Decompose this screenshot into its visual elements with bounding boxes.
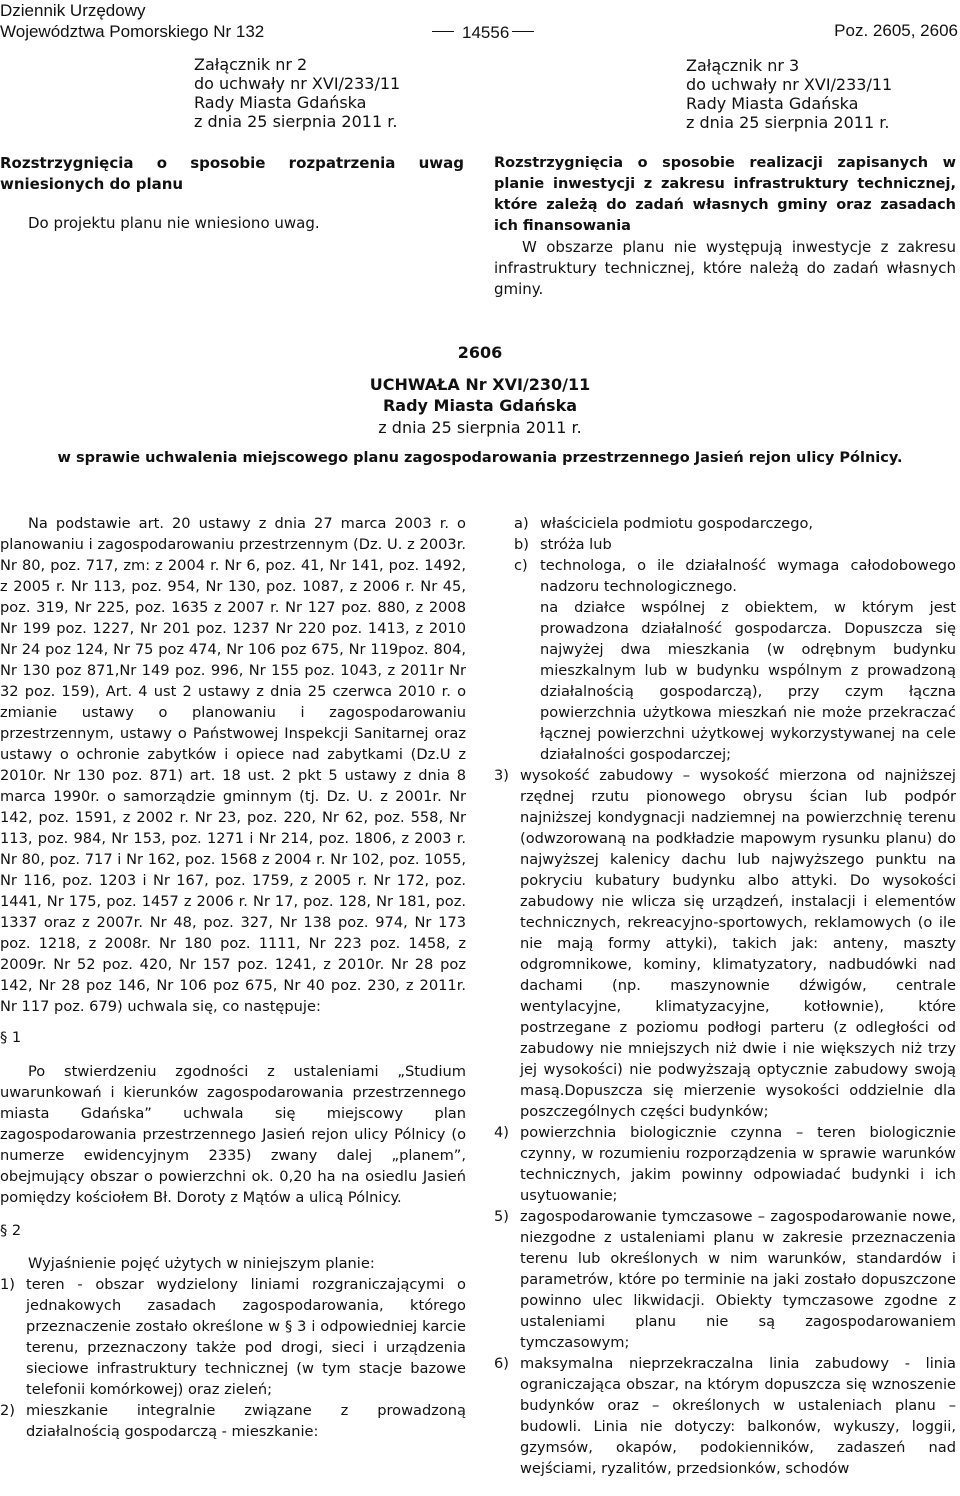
section2-intro: Wyjaśnienie pojęć użytych w niniejszym planie: bbox=[28, 1255, 375, 1272]
list-item bbox=[0, 1400, 466, 1442]
list-item bbox=[494, 1353, 956, 1479]
annex3-line: do uchwały nr XVI/233/11 bbox=[686, 75, 893, 94]
resolution-title: UCHWAŁA Nr XVI/230/11 bbox=[369, 375, 591, 394]
item-text: maksymalna nieprzekraczalna linia zabudowy - linia ograniczająca obszar, na którym dopuszcza się wznoszenie budynków oraz – określonych w ustaleniach planu – budowli. Linia nie dotyczy: balkonów, wykuszy, loggii, gzymsów, okapów, podokienników, zadaszeń nad wejściami, ryzalitów, przedsionków, schodów bbox=[520, 1355, 956, 1477]
page-number: 14556 bbox=[462, 23, 510, 42]
item-text: powierzchnia biologicznie czynna – teren biologicznie czynny, w rozumieniu rozporządzenia w sprawie warunków technicznych, jakim powinny odpowiadać budynki i ich usytuowanie; bbox=[520, 1124, 956, 1204]
journal-title bbox=[0, 0, 264, 42]
section1-text: Po stwierdzeniu zgodności z ustaleniami „Studium uwarunkowań i kierunków zagospodarowania przestrzennego miasta Gdańska” uchwala się miejscowy plan zagospodarowania przestrzennego Jasień rejon ulicy Pólnicy (o numerze ewidencyjnym 2335) zwany dalej „planem”, obejmujący obszar o powierzchni ok. 0,20 ha na osiedlu Jasień pomiędzy kościołem Bł. Doroty z Mątów a ulicą Pólnicy. bbox=[0, 1063, 466, 1206]
page-number-rule-right bbox=[512, 31, 534, 32]
annex3-line: Rady Miasta Gdańska bbox=[686, 94, 859, 113]
sub-item-text: właściciela podmiotu gospodarczego, bbox=[540, 515, 814, 532]
sub-item-letter: a) bbox=[514, 515, 529, 532]
annex3-line: Załącznik nr 3 bbox=[686, 56, 800, 75]
item-number: 5) bbox=[494, 1208, 509, 1225]
page-number-rule-left bbox=[432, 31, 454, 32]
annex3-title: Rozstrzygnięcia o sposobie realizacji zapisanych w planie inwestycji z zakresu infrastruktury technicznej, które zależą do zadań własnych gminy oraz zasadach ich finansowania bbox=[494, 155, 956, 234]
section2-heading: § 2 bbox=[0, 1222, 22, 1239]
item-number: 6) bbox=[494, 1355, 509, 1372]
position-ref: Poz. 2605, 2606 bbox=[834, 21, 958, 40]
annex2-line: do uchwały nr XVI/233/11 bbox=[194, 74, 401, 93]
sub-item bbox=[514, 513, 956, 534]
annex2-attribution bbox=[194, 55, 464, 131]
annex3-attribution bbox=[686, 56, 956, 132]
resolution-number: 2606 bbox=[457, 343, 503, 362]
annex2-line: z dnia 25 sierpnia 2011 r. bbox=[194, 112, 398, 131]
journal-name: Dziennik Urzędowy bbox=[0, 1, 146, 20]
item-number: 1) bbox=[0, 1276, 15, 1293]
resolution-subject: w sprawie uchwalenia miejscowego planu zagospodarowania przestrzennego Jasień rejon ulicy Pólnicy. bbox=[57, 450, 903, 466]
item-number: 2) bbox=[0, 1402, 15, 1419]
sub-item-letter: c) bbox=[514, 557, 528, 574]
left-column bbox=[0, 513, 466, 1442]
annex2-line: Rady Miasta Gdańska bbox=[194, 93, 367, 112]
item-number: 3) bbox=[494, 767, 509, 784]
sub-item bbox=[514, 555, 956, 597]
right-column bbox=[494, 513, 956, 1479]
preamble: Na podstawie art. 20 ustawy z dnia 27 marca 2003 r. o planowaniu i zagospodarowaniu przestrzennym (Dz. U. z 2003r. Nr 80, poz. 717, zm: z 2004 r. Nr 6, poz. 41, Nr 141, poz. 1492, z 2005 r. Nr 113, poz. 954, Nr 130, poz. 1087, z 2006 r. Nr 45, poz. 319, Nr 225, poz. 1635 z 2007 r. Nr 127 poz. 880, z 2008 Nr 199 poz. 1227, Nr 201 poz. 1237 Nr 220 poz. 1413, z 2010 Nr 24 poz 124, Nr 75 poz 474, Nr 106 poz 675, Nr 119poz. 804, Nr 130 poz 871,Nr 149 poz. 996, Nr 155 poz. 1043, z 2011r Nr 32 poz. 159), Art. 4 ust 2 ustawy z dnia 25 czerwca 2010 r. o zmianie ustawy o planowaniu i zagospodarowaniu przestrzennym, ustawy o Państwowej Inspekcji Sanitarnej oraz ustawy o ochronie zabytków i opiece nad zabytkami (Dz.U z 2010r. Nr 130 poz. 871) art. 18 ust. 2 pkt 5 ustawy z dnia 8 marca 1990r. o samorządzie gminnym (tj. Dz. U. z 2001r. Nr 142, poz. 1591, z 2002 r. Nr 23, poz. 220, Nr 62, poz. 558, Nr 113, poz. 984, Nr 153, poz. 1271 i Nr 214, poz. 1806, z 2003 r. Nr 80, poz. 717 i Nr 162, poz. 1568 z 2004 r. Nr 102, poz. 1055, Nr 116, poz. 1203 i Nr 167, poz. 1759, z 2005 r. Nr 172, poz. 1441, Nr 175, poz. 1457 z 2006 r. Nr 17, poz. 128, Nr 181, poz. 1337 oraz z 2007r. Nr 48, poz. 327, Nr 138 poz. 974, Nr 173 poz. 1218, z 2008r. Nr 180 poz. 1111, Nr 223 poz. 1458, z 2009r. Nr 52 poz. 420, Nr 157 poz. 1241, z 2010r. Nr 28 poz 142, Nr 28 poz 146, Nr 106 poz 675, Nr 40 poz. 230, z 2011r. Nr 117 poz. 679) uchwala się, co następuje: bbox=[0, 515, 466, 1015]
list-item bbox=[494, 1206, 956, 1353]
list-item bbox=[494, 765, 956, 1122]
item-text: zagospodarowanie tymczasowe – zagospodarowanie nowe, niezgodne z ustaleniami planu w zakresie przeznaczenia terenu lub określonych w nim warunków, standardów i parametrów, które po terminie na jaki zostało dopuszczone powinno ulec likwidacji. Obiekty tymczasowe zgodne z ustaleniami planu nie są zagospodarowaniem tymczasowym; bbox=[520, 1208, 956, 1351]
sub-item-text: technologa, o ile działalność wymaga całodobowego nadzoru technologicznego. bbox=[540, 557, 956, 595]
sub-item-text: stróża lub bbox=[540, 536, 612, 553]
annex2-body: Do projektu planu nie wniesiono uwag. bbox=[28, 214, 320, 232]
annex3-body: W obszarze planu nie występują inwestycje z zakresu infrastruktury technicznej, które należą do zadań własnych gminy. bbox=[494, 238, 956, 298]
resolution-council: Rady Miasta Gdańska bbox=[382, 396, 578, 415]
item-text: teren - obszar wydzielony liniami rozgraniczającymi o jednakowych zasadach zagospodarowania, którego przeznaczenie zostało określone w § 3 i odpowiedniej karcie terenu, przeznaczony także pod drogi, sieci i urządzenia sieciowe infrastruktury technicznej (w tym stacje bazowe telefonii komórkowej) oraz zieleń; bbox=[26, 1276, 466, 1398]
journal-voivodeship: Województwa Pomorskiego Nr 132 bbox=[0, 22, 265, 41]
annex3-line: z dnia 25 sierpnia 2011 r. bbox=[686, 113, 890, 132]
resolution-date: z dnia 25 sierpnia 2011 r. bbox=[378, 418, 582, 437]
item-number: 4) bbox=[494, 1124, 509, 1141]
sub-item-continuation: na działce wspólnej z obiektem, w którym jest prowadzona działalność gospodarcza. Dopuszcza się najwyżej dwa mieszkania (w odrębnym budynku mieszkalnym lub w budynku wspólnym z prowadzoną działalnością gospodarczą), przy czym łączna powierzchnia użytkowa mieszkań nie może przekraczać łącznej powierzchni użytkowej wykorzystywanej na cele działalności gospodarczej; bbox=[540, 599, 956, 763]
annex2-title: Rozstrzygnięcia o sposobie rozpatrzenia uwag wniesionych do planu bbox=[0, 154, 464, 193]
list-item bbox=[494, 1122, 956, 1206]
sub-item bbox=[514, 534, 956, 555]
section1-heading: § 1 bbox=[0, 1029, 22, 1046]
annex2-line: Załącznik nr 2 bbox=[194, 55, 308, 74]
item-text: mieszkanie integralnie związane z prowadzoną działalnością gospodarczą - mieszkanie: bbox=[26, 1402, 466, 1440]
list-item bbox=[0, 1274, 466, 1400]
item-text: wysokość zabudowy – wysokość mierzona od najniższej rzędnej rzutu pionowego obrysu ścian lub podpór najniższej kondygnacji nadziemnej na powierzchnię terenu (odwzorowaną na podkładzie mapowym rysunku planu) do najwyższej kalenicy dachu lub najwyższego punktu na pokryciu kubatury budynku albo attyki. Do wysokości zabudowy nie wlicza się urządzeń, instalacji i elementów technicznych, rekreacyjno-sportowych, reklamowych (o ile nie mają formy attyki), takich jak: anteny, maszty odgromnikowe, kominy, klimatyzatory, nadbudówki nad dachami (np. maszynownie dźwigów, centrale wentylacyjne, klimatyzacyjne, kotłownie), które postrzegane z poziomu podłogi parteru (z odległości od zabudowy nie mniejszych niż dwie i nie większych niż trzy jej wysokości) nie podwyższają optycznie zabudowy swoją masą.Dopuszcza się mierzenie wysokości oddzielnie dla poszczególnych części budynków; bbox=[520, 767, 956, 1120]
sub-item-letter: b) bbox=[514, 536, 529, 553]
